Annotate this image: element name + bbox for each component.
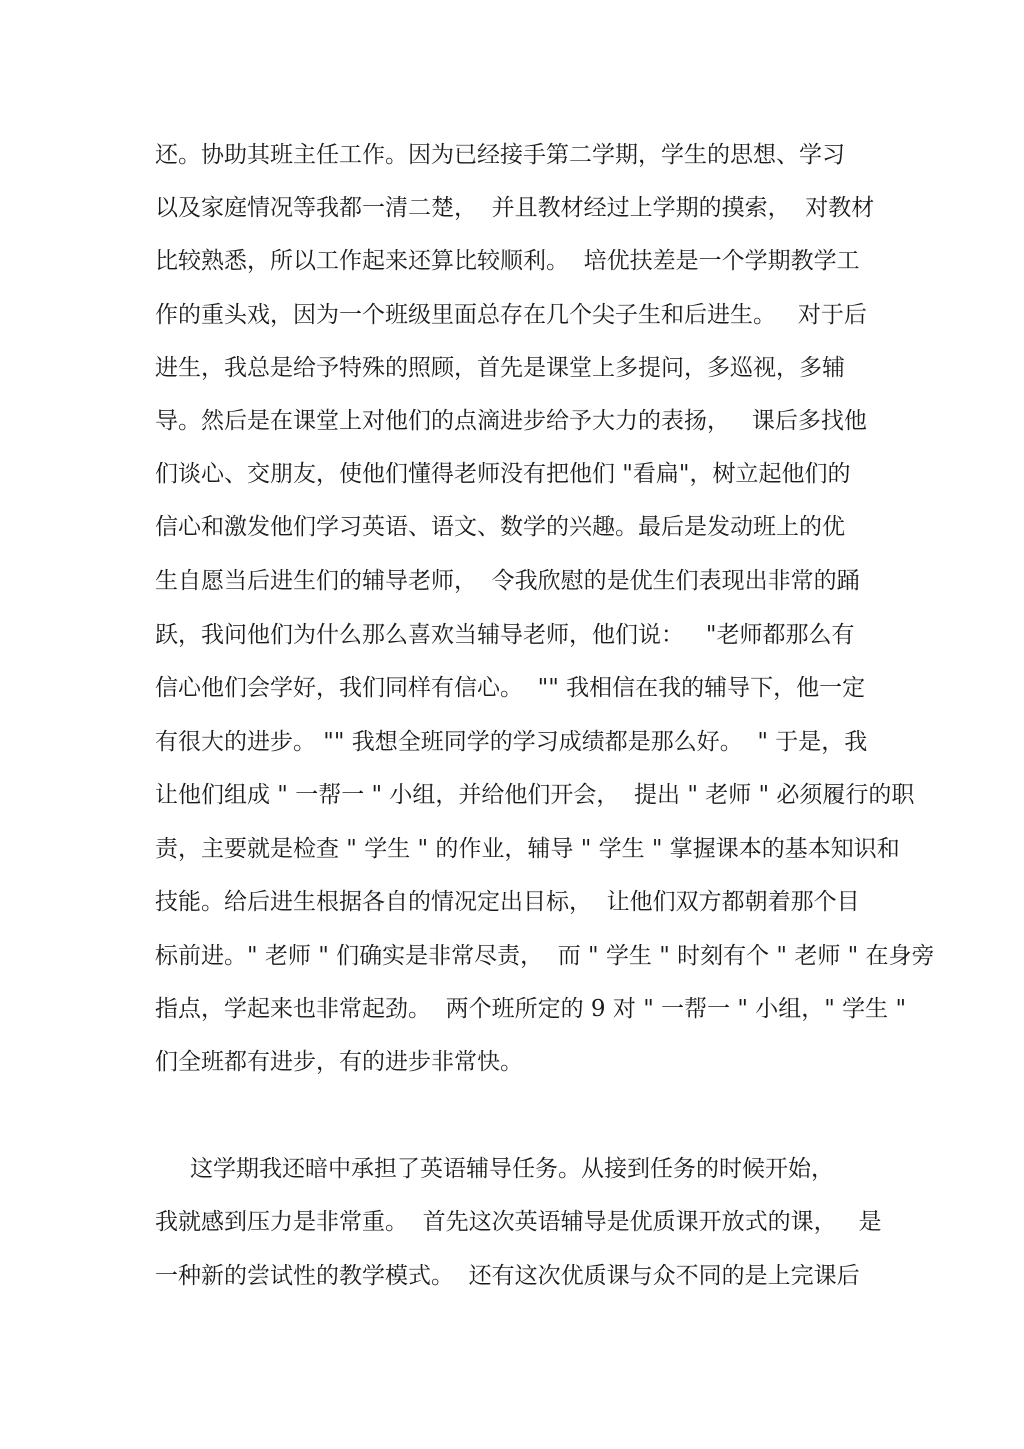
text-line: 导。然后是在课堂上对他们的点滴进步给予大力的表扬， 课后多找他	[155, 408, 867, 434]
text-line: 进生，我总是给予特殊的照顾，首先是课堂上多提问，多巡视，多辅	[155, 355, 845, 381]
text-line: 指点，学起来也非常起劲。 两个班所定的 9 对 " 一帮一 " 小组，" 学生 "	[155, 996, 907, 1022]
text-line: 生自愿当后进生们的辅导老师， 令我欣慰的是优生们表现出非常的踊	[155, 568, 860, 594]
text-line: 信心他们会学好，我们同样有信心。 "" 我相信在我的辅导下，他一定	[155, 675, 866, 701]
text-line: 们谈心、交朋友，使他们懂得老师没有把他们 "看扁"，树立起他们的	[155, 461, 851, 487]
text-line: 让他们组成 " 一帮一 " 小组，并给他们开会， 提出 " 老师 " 必须履行的职	[155, 782, 915, 808]
text-line: 我就感到压力是非常重。 首先这次英语辅导是优质课开放式的课， 是	[155, 1209, 882, 1235]
text-line: 信心和激发他们学习英语、语文、数学的兴趣。最后是发动班上的优	[155, 514, 845, 540]
text-line: 以及家庭情况等我都一清二楚， 并且教材经过上学期的摸索， 对教材	[155, 195, 875, 221]
text-line: 一种新的尝试性的教学模式。 还有这次优质课与众不同的是上完课后	[155, 1263, 860, 1289]
text-line: 作的重头戏，因为一个班级里面总存在几个尖子生和后进生。 对于后	[155, 302, 867, 328]
text-line: 们全班都有进步，有的进步非常快。	[155, 1049, 523, 1075]
text-line: 技能。给后进生根据各自的情况定出目标， 让他们双方都朝着那个目	[155, 889, 860, 915]
text-line: 有很大的进步。 "" 我想全班同学的学习成绩都是那么好。 " 于是，我	[155, 729, 868, 755]
text-line: 跃，我问他们为什么那么喜欢当辅导老师，他们说： "老师都那么有	[155, 622, 855, 648]
text-line: 标前进。" 老师 " 们确实是非常尽责， 而 " 学生 " 时刻有个 " 老师 " 在身旁	[155, 943, 935, 969]
text-line: 责，主要就是检查 " 学生 " 的作业，辅导 " 学生 " 掌握课本的基本知识和	[155, 836, 900, 862]
text-line: 还。协助其班主任工作。因为已经接手第二学期，学生的思想、学习	[155, 142, 845, 168]
text-line: 这学期我还暗中承担了英语辅导任务。从接到任务的时候开始，	[190, 1156, 834, 1182]
text-line: 比较熟悉，所以工作起来还算比较顺利。 培优扶差是一个学期教学工	[155, 248, 860, 274]
